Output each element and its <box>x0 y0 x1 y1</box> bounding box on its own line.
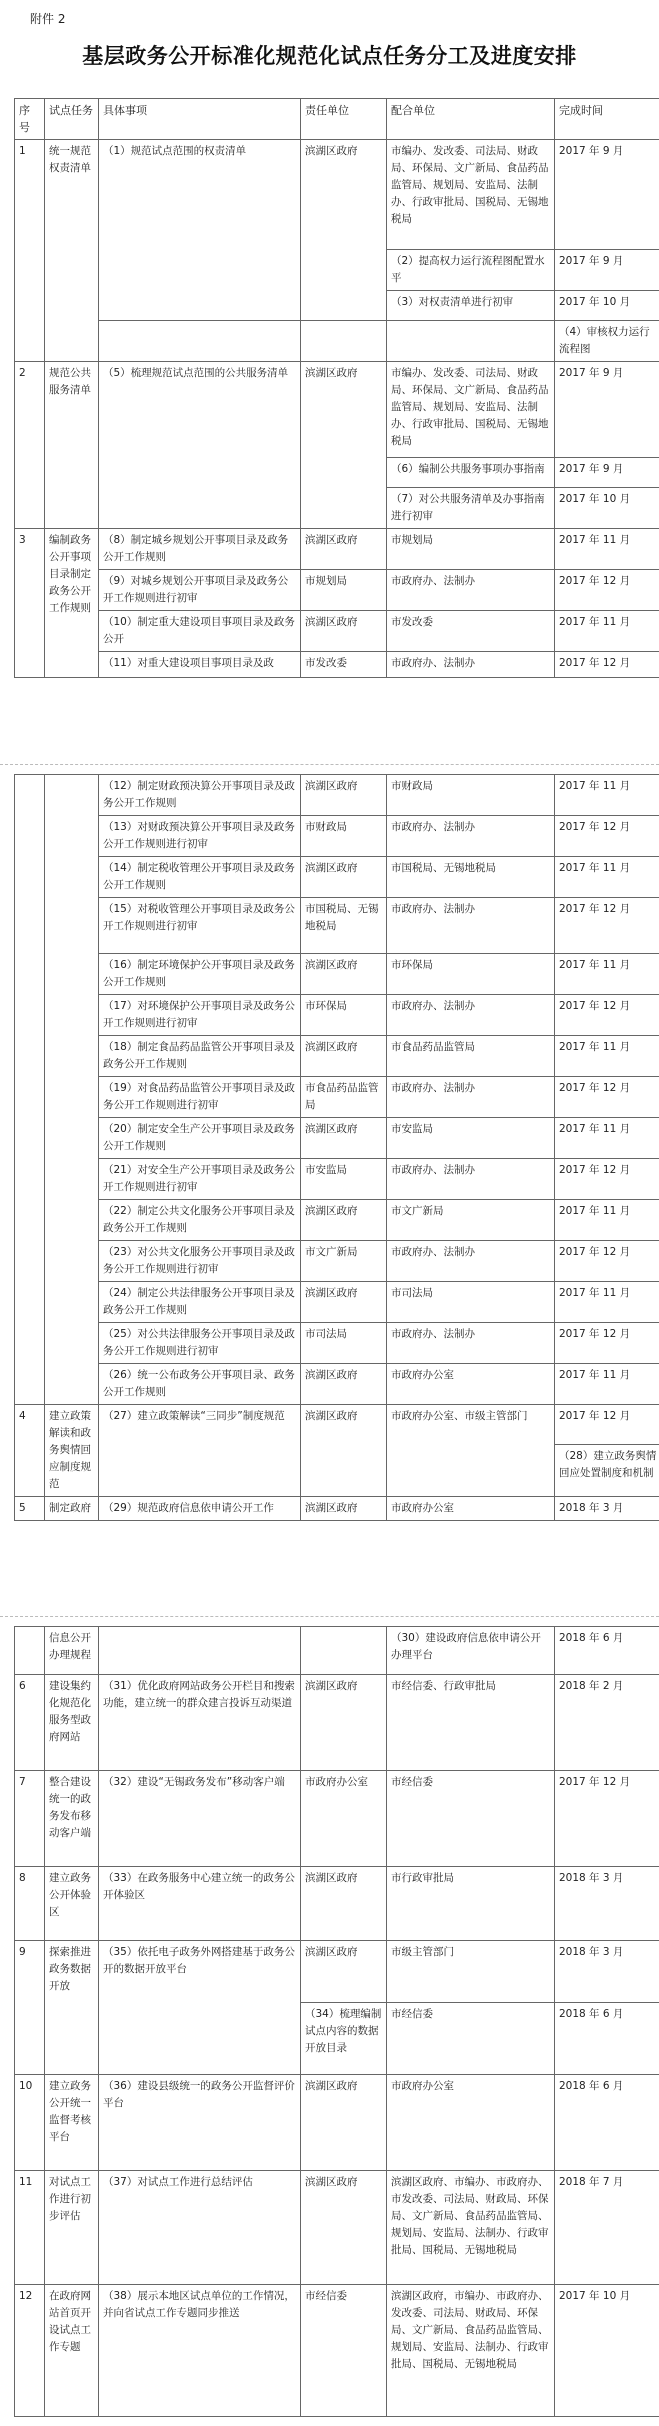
cell-partner: 市政府办、法制办 <box>387 1159 555 1200</box>
cell-deadline: 2017 年 9 月 <box>555 362 659 458</box>
cell-partner: 市政府办、法制办 <box>387 816 555 857</box>
cell-deadline: 2017 年 10 月 <box>555 291 659 321</box>
cell-no: 1 <box>15 140 45 362</box>
cell-partner: 市编办、发改委、司法局、财政局、环保局、文广新局、食品药品监管局、规划局、安监局、法制办、行政审批局、国税局、无锡地税局 <box>387 362 555 458</box>
table-row <box>15 1241 659 1282</box>
cell-owner: 滨湖区政府 <box>301 775 387 816</box>
header-task: 试点任务 <box>45 99 99 140</box>
cell-deadline: 2017 年 11 月 <box>555 954 659 995</box>
cell-partner: 滨湖区政府，市编办、市政府办、发改委、司法局、财政局、环保局、文广新局、食品药品监管局、规划局、安监局、法制办、行政审批局、国税局、无锡地税局 <box>387 2285 555 2417</box>
table-row <box>15 1077 659 1118</box>
cell-item: （35）依托电子政务外网搭建基于政务公开的数据开放平台 <box>99 1941 301 2075</box>
cell-deadline: 2017 年 12 月 <box>555 1241 659 1282</box>
table-row <box>15 2171 659 2285</box>
cell-no <box>15 775 45 1405</box>
cell-owner: 市经信委 <box>301 2285 387 2417</box>
table-row <box>15 1323 659 1364</box>
table-page-2 <box>14 774 659 1521</box>
cell-no: 8 <box>15 1867 45 1941</box>
cell-item: （27）建立政策解读“三同步”制度规范 <box>99 1405 301 1497</box>
table-row <box>15 570 659 611</box>
cell-deadline: 2017 年 11 月 <box>555 529 659 570</box>
cell-item: （37）对试点工作进行总结评估 <box>99 2171 301 2285</box>
cell-deadline: 2018 年 7 月 <box>555 2171 659 2285</box>
cell-task: 规范公共服务清单 <box>45 362 99 529</box>
cell-item: （18）制定食品药品监管公开事项目录及政务公开工作规则 <box>99 1036 301 1077</box>
table-row <box>15 1200 659 1241</box>
cell-item: （29）规范政府信息依申请公开工作 <box>99 1497 301 1521</box>
page-title: 基层政务公开标准化规范化试点任务分工及进度安排 <box>82 44 577 68</box>
cell-deadline: （28）建立政务舆情回应处置制度和机制 <box>555 1445 659 1497</box>
cell-item: （12）制定财政预决算公开事项目录及政务公开工作规则 <box>99 775 301 816</box>
cell-item: （13）对财政预决算公开事项目录及政务公开工作规则进行初审 <box>99 816 301 857</box>
cell-item: （26）统一公布政务公开事项目录、政务公开工作规则 <box>99 1364 301 1405</box>
cell-deadline: 2018 年 6 月 <box>555 2075 659 2171</box>
cell-task: 对试点工作进行初步评估 <box>45 2171 99 2285</box>
cell-task: 建立政务公开统一监督考核平台 <box>45 2075 99 2171</box>
cell-item: （22）制定公共文化服务公开事项目录及政务公开工作规则 <box>99 1200 301 1241</box>
cell-owner: 滨湖区政府 <box>301 362 387 529</box>
cell-partner: 市经信委 <box>387 2003 555 2075</box>
cell-deadline: 2017 年 10 月 <box>555 488 659 529</box>
cell-deadline: 2017 年 12 月 <box>555 652 659 678</box>
cell-owner: 市安监局 <box>301 1159 387 1200</box>
table-row <box>15 954 659 995</box>
cell-no <box>15 1627 45 1675</box>
cell-owner: 市发改委 <box>301 652 387 678</box>
cell-partner: 市国税局、无锡地税局 <box>387 857 555 898</box>
task-table-1 <box>14 98 659 678</box>
table-row <box>15 1118 659 1159</box>
cell-task: 统一规范权责清单 <box>45 140 99 362</box>
cell-item: （32）建设“无锡政务发布”移动客户端 <box>99 1771 301 1867</box>
cell-deadline: （4）审核权力运行流程图 <box>555 321 659 362</box>
cell-partner: 市政府办、法制办 <box>387 570 555 611</box>
cell-owner: 滨湖区政府 <box>301 954 387 995</box>
cell-owner: 滨湖区政府 <box>301 1282 387 1323</box>
page-break-1 <box>0 764 659 765</box>
cell-deadline: 2017 年 11 月 <box>555 611 659 652</box>
cell-owner: 市文广新局 <box>301 1241 387 1282</box>
cell-partner: 市经信委 <box>387 1771 555 1867</box>
cell-deadline: 2017 年 11 月 <box>555 1282 659 1323</box>
cell-item <box>99 321 301 362</box>
cell-owner: 市规划局 <box>301 570 387 611</box>
cell-owner: 滨湖区政府 <box>301 1200 387 1241</box>
cell-owner: （34）梳理编制试点内容的数据开放目录 <box>301 2003 387 2075</box>
cell-deadline: 2018 年 3 月 <box>555 1497 659 1521</box>
cell-deadline: 2017 年 11 月 <box>555 775 659 816</box>
header-item: 具体事项 <box>99 99 301 140</box>
table-row <box>15 2075 659 2171</box>
cell-owner: 滨湖区政府 <box>301 1036 387 1077</box>
cell-partner: （7）对公共服务清单及办事指南进行初审 <box>387 488 555 529</box>
cell-partner: 市政府办、法制办 <box>387 1241 555 1282</box>
cell-deadline: 2017 年 12 月 <box>555 1323 659 1364</box>
cell-deadline: 2017 年 10 月 <box>555 2285 659 2417</box>
cell-owner: 滨湖区政府 <box>301 611 387 652</box>
header-owner: 责任单位 <box>301 99 387 140</box>
cell-owner: 滨湖区政府 <box>301 2075 387 2171</box>
cell-owner: 市食品药品监管局 <box>301 1077 387 1118</box>
task-table-2 <box>14 774 659 1521</box>
table-row <box>15 1159 659 1200</box>
annex-label: 附件 2 <box>30 12 66 26</box>
cell-owner: 滨湖区政府 <box>301 1118 387 1159</box>
cell-deadline: 2018 年 3 月 <box>555 1941 659 2003</box>
cell-partner: 市政府办、法制办 <box>387 652 555 678</box>
cell-partner: （6）编制公共服务事项办事指南 <box>387 458 555 488</box>
cell-partner: 市政府办公室 <box>387 1364 555 1405</box>
cell-no: 12 <box>15 2285 45 2417</box>
cell-partner: （2）提高权力运行流程图配置水平 <box>387 250 555 291</box>
cell-item: （25）对公共法律服务公开事项目录及政务公开工作规则进行初审 <box>99 1323 301 1364</box>
table-row <box>15 898 659 954</box>
cell-no: 7 <box>15 1771 45 1867</box>
cell-deadline: 2017 年 11 月 <box>555 1200 659 1241</box>
cell-item <box>99 1627 301 1675</box>
table-row <box>15 1771 659 1867</box>
cell-item: （10）制定重大建设项目事项目录及政务公开 <box>99 611 301 652</box>
header-deadline: 完成时间 <box>555 99 659 140</box>
cell-task <box>45 775 99 1405</box>
cell-no: 6 <box>15 1675 45 1771</box>
cell-deadline: 2017 年 9 月 <box>555 140 659 250</box>
cell-task: 编制政务公开事项目录制定政务公开工作规则 <box>45 529 99 678</box>
cell-owner: 滨湖区政府 <box>301 1675 387 1771</box>
cell-deadline: 2017 年 12 月 <box>555 816 659 857</box>
cell-item: （23）对公共文化服务公开事项目录及政务公开工作规则进行初审 <box>99 1241 301 1282</box>
cell-partner: 市政府办公室 <box>387 2075 555 2171</box>
cell-partner: 市政府办、法制办 <box>387 995 555 1036</box>
cell-deadline: 2017 年 11 月 <box>555 1036 659 1077</box>
cell-deadline: 2017 年 9 月 <box>555 458 659 488</box>
table-row <box>15 1282 659 1323</box>
cell-no: 5 <box>15 1497 45 1521</box>
cell-partner: 市政府办、法制办 <box>387 1323 555 1364</box>
cell-partner: 市政府办、法制办 <box>387 898 555 954</box>
cell-partner: （30）建设政府信息依申请公开办理平台 <box>387 1627 555 1675</box>
cell-deadline: 2017 年 12 月 <box>555 995 659 1036</box>
table-row <box>15 362 659 458</box>
cell-task: 探索推进政务数据开放 <box>45 1941 99 2075</box>
cell-owner: 滨湖区政府 <box>301 1867 387 1941</box>
cell-partner: 市司法局 <box>387 1282 555 1323</box>
cell-item: （36）建设县级统一的政务公开监督评价平台 <box>99 2075 301 2171</box>
task-table-3 <box>14 1626 659 2417</box>
cell-task: 建设集约化规范化服务型政府网站 <box>45 1675 99 1771</box>
cell-item: （15）对税收管理公开事项目录及政务公开工作规则进行初审 <box>99 898 301 954</box>
cell-partner: 市食品药品监管局 <box>387 1036 555 1077</box>
cell-partner: 市行政审批局 <box>387 1867 555 1941</box>
cell-owner <box>301 1627 387 1675</box>
table-row <box>15 2285 659 2417</box>
cell-deadline: 2017 年 11 月 <box>555 1364 659 1405</box>
cell-owner: 市政府办公室 <box>301 1771 387 1867</box>
cell-deadline: 2017 年 12 月 <box>555 1159 659 1200</box>
cell-task: 建立政务公开体验区 <box>45 1867 99 1941</box>
cell-item: （21）对安全生产公开事项目录及政务公开工作规则进行初审 <box>99 1159 301 1200</box>
cell-deadline: 2018 年 3 月 <box>555 1867 659 1941</box>
cell-deadline: 2017 年 9 月 <box>555 250 659 291</box>
table-row <box>15 1941 659 2003</box>
cell-item: （8）制定城乡规划公开事项目录及政务公开工作规则 <box>99 529 301 570</box>
cell-item: （33）在政务服务中心建立统一的政务公开体验区 <box>99 1867 301 1941</box>
cell-item: （24）制定公共法律服务公开事项目录及政务公开工作规则 <box>99 1282 301 1323</box>
cell-item: （19）对食品药品监管公开事项目录及政务公开工作规则进行初审 <box>99 1077 301 1118</box>
cell-partner: 市级主管部门 <box>387 1941 555 2003</box>
cell-deadline: 2017 年 11 月 <box>555 1118 659 1159</box>
cell-deadline: 2017 年 12 月 <box>555 1077 659 1118</box>
cell-task: 建立政策解读和政务舆情回应制度规范 <box>45 1405 99 1497</box>
table-page-3 <box>14 1626 659 2417</box>
cell-item: （16）制定环境保护公开事项目录及政务公开工作规则 <box>99 954 301 995</box>
cell-item: （5）梳理规范试点范围的公共服务清单 <box>99 362 301 529</box>
cell-no: 3 <box>15 529 45 678</box>
cell-deadline: 2017 年 12 月 <box>555 1771 659 1867</box>
header-partner: 配合单位 <box>387 99 555 140</box>
table-row <box>15 1405 659 1445</box>
cell-deadline: 2017 年 11 月 <box>555 857 659 898</box>
table-row <box>15 1627 659 1675</box>
cell-item: （20）制定安全生产公开事项目录及政务公开工作规则 <box>99 1118 301 1159</box>
cell-deadline: 2017 年 12 月 <box>555 1405 659 1445</box>
cell-partner: 滨湖区政府、市编办、市政府办、市发改委、司法局、财政局、环保局、文广新局、食品药品监管局、规划局、安监局、法制办、行政审批局、国税局、无锡地税局 <box>387 2171 555 2285</box>
header-no: 序号 <box>15 99 45 140</box>
cell-deadline: 2018 年 6 月 <box>555 2003 659 2075</box>
cell-partner: 市环保局 <box>387 954 555 995</box>
cell-partner <box>387 321 555 362</box>
cell-owner: 滨湖区政府 <box>301 2171 387 2285</box>
table-page-1 <box>14 98 659 678</box>
table-row <box>15 995 659 1036</box>
cell-owner: 市财政局 <box>301 816 387 857</box>
cell-owner: 滨湖区政府 <box>301 1941 387 2003</box>
cell-task: 信息公开办理规程 <box>45 1627 99 1675</box>
table-row <box>15 1036 659 1077</box>
cell-partner: 市政府办、法制办 <box>387 1077 555 1118</box>
cell-task: 制定政府 <box>45 1497 99 1521</box>
cell-no: 9 <box>15 1941 45 2075</box>
cell-task: 在政府网站首页开设试点工作专题 <box>45 2285 99 2417</box>
cell-partner: 市规划局 <box>387 529 555 570</box>
cell-owner <box>301 321 387 362</box>
cell-no: 11 <box>15 2171 45 2285</box>
cell-item: （11）对重大建设项目事项目录及政 <box>99 652 301 678</box>
cell-partner: 市编办、发改委、司法局、财政局、环保局、文广新局、食品药品监管局、规划局、安监局、法制办、行政审批局、国税局、无锡地税局 <box>387 140 555 250</box>
cell-partner: 市财政局 <box>387 775 555 816</box>
cell-deadline: 2017 年 12 月 <box>555 570 659 611</box>
cell-partner: 市经信委、行政审批局 <box>387 1675 555 1771</box>
cell-deadline: 2017 年 12 月 <box>555 898 659 954</box>
cell-item: （38）展示本地区试点单位的工作情况，并向省试点工作专题同步推送 <box>99 2285 301 2417</box>
cell-owner: 滨湖区政府 <box>301 1364 387 1405</box>
cell-owner: 市司法局 <box>301 1323 387 1364</box>
table-row <box>15 1364 659 1405</box>
cell-item: （31）优化政府网站政务公开栏目和搜索功能，建立统一的群众建言投诉互动渠道 <box>99 1675 301 1771</box>
cell-owner: 滨湖区政府 <box>301 140 387 321</box>
table-row <box>15 1675 659 1771</box>
page-break-2 <box>0 1616 659 1617</box>
table-row <box>15 529 659 570</box>
table-row <box>15 140 659 250</box>
table-row <box>15 1867 659 1941</box>
table-row <box>15 775 659 816</box>
cell-partner: 市发改委 <box>387 611 555 652</box>
cell-deadline: 2018 年 6 月 <box>555 1627 659 1675</box>
cell-partner: 市政府办公室、市级主管部门 <box>387 1405 555 1497</box>
cell-task: 整合建设统一的政务发布移动客户端 <box>45 1771 99 1867</box>
table-row <box>15 652 659 678</box>
cell-no: 4 <box>15 1405 45 1497</box>
cell-item: （1）规范试点范围的权责清单 <box>99 140 301 321</box>
cell-owner: 市环保局 <box>301 995 387 1036</box>
table-row <box>15 857 659 898</box>
cell-no: 10 <box>15 2075 45 2171</box>
table-row <box>15 611 659 652</box>
cell-owner: 滨湖区政府 <box>301 1405 387 1497</box>
cell-partner: 市安监局 <box>387 1118 555 1159</box>
header-row <box>15 99 659 140</box>
cell-owner: 滨湖区政府 <box>301 1497 387 1521</box>
cell-owner: 市国税局、无锡地税局 <box>301 898 387 954</box>
cell-no: 2 <box>15 362 45 529</box>
cell-item: （17）对环境保护公开事项目录及政务公开工作规则进行初审 <box>99 995 301 1036</box>
cell-owner: 滨湖区政府 <box>301 529 387 570</box>
cell-partner: 市政府办公室 <box>387 1497 555 1521</box>
table-row <box>15 321 659 362</box>
table-row <box>15 816 659 857</box>
cell-item: （14）制定税收管理公开事项目录及政务公开工作规则 <box>99 857 301 898</box>
cell-owner: 滨湖区政府 <box>301 857 387 898</box>
cell-partner: （3）对权责清单进行初审 <box>387 291 555 321</box>
cell-item: （9）对城乡规划公开事项目录及政务公开工作规则进行初审 <box>99 570 301 611</box>
cell-partner: 市文广新局 <box>387 1200 555 1241</box>
cell-deadline: 2018 年 2 月 <box>555 1675 659 1771</box>
table-row <box>15 1497 659 1521</box>
